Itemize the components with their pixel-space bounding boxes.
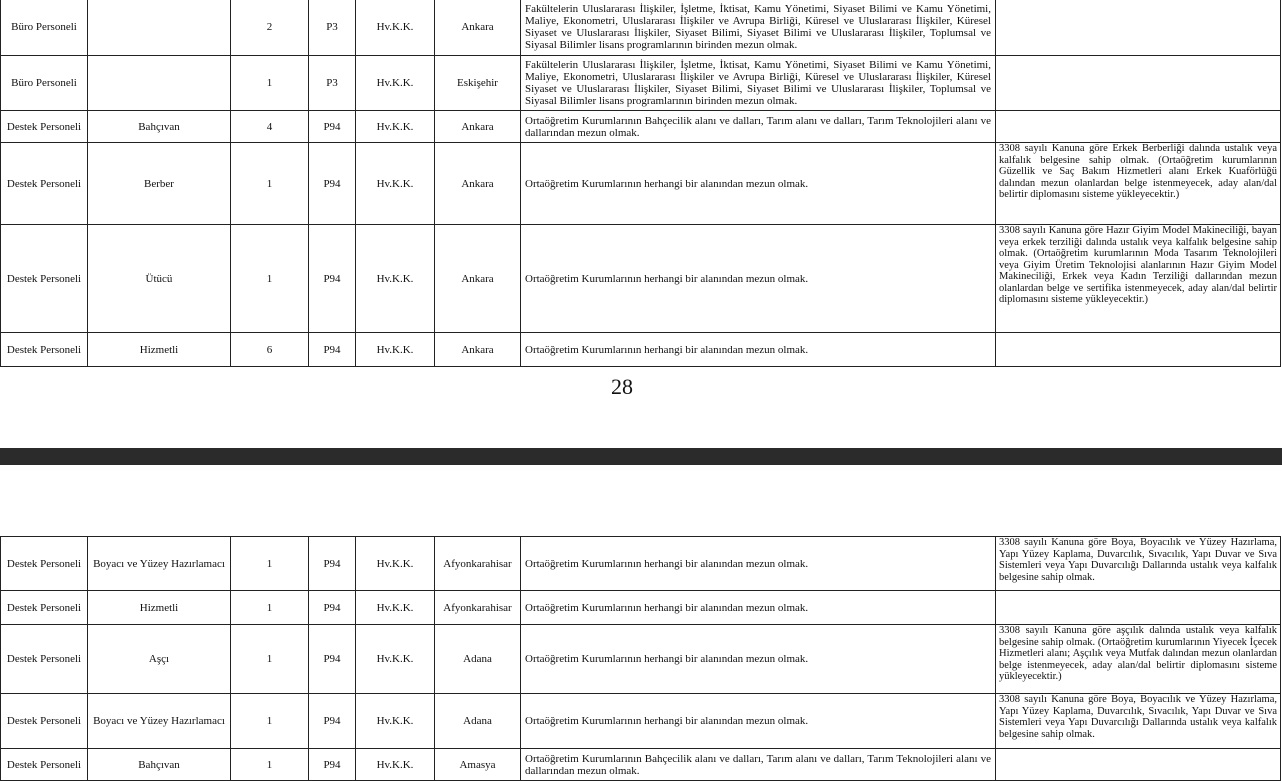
positions-table-page-28: [0, 0, 1281, 367]
cell-unvan: Destek Personeli: [1, 591, 88, 625]
cell-aranan-nitelik: Ortaöğretim Kurumlarının Bahçecilik alanı ve dalları, Tarım alanı ve dalları, Tarım Teknolojileri alanı ve dallarından mezun olmak.: [521, 749, 996, 781]
cell-sayi: 1: [231, 537, 309, 591]
cell-birim: Hv.K.K.: [356, 591, 435, 625]
cell-aciklama: [996, 333, 1281, 367]
table-row: [1, 0, 1281, 56]
cell-birim: Hv.K.K.: [356, 56, 435, 111]
cell-unvan: Destek Personeli: [1, 143, 88, 225]
cell-aranan-nitelik: Fakültelerin Uluslararası İlişkiler, İşletme, İktisat, Kamu Yönetimi, Siyaset Bilimi ve Kamu Yönetimi, Maliye, Ekonometri, Uluslararası İlişkiler ve Avrupa Birliği, Küresel ve Uluslararası İlişkiler, Küresel Siyaset ve Uluslararası İlişkiler, Siyaset Bilimi, Siyaset Bilimi ve Uluslararası İlişkiler, Toplumsal ve Siyasal Bilimler lisans programlarının birinden mezun olmak.: [521, 56, 996, 111]
cell-birim: Hv.K.K.: [356, 333, 435, 367]
cell-il: Afyonkarahisar: [435, 537, 521, 591]
cell-nitelik: Aşçı: [88, 625, 231, 694]
table-row: [1, 625, 1281, 694]
cell-aranan-nitelik: Ortaöğretim Kurumlarının herhangi bir alanından mezun olmak.: [521, 537, 996, 591]
cell-unvan: Büro Personeli: [1, 56, 88, 111]
positions-table-page-29: [0, 536, 1281, 781]
cell-kod: P94: [309, 625, 356, 694]
table-row: [1, 143, 1281, 225]
cell-sayi: 1: [231, 56, 309, 111]
cell-kod: P94: [309, 537, 356, 591]
cell-kod: P3: [309, 0, 356, 56]
table-row: [1, 111, 1281, 143]
cell-il: Eskişehir: [435, 56, 521, 111]
cell-sayi: 1: [231, 591, 309, 625]
cell-aciklama: 3308 sayılı Kanuna göre Hazır Giyim Model Makineciliği, bayan veya erkek terziliği dalında ustalık veya kalfalık belgesine sahip olmak. (Ortaöğretim kurumlarının Moda Tasarım Teknolojileri veya Giyim Üretim Teknolojisi alanlarının Hazır Giyim Model Makineciliği, Erkek veya Kadın Terziliği dallarından mezun olanlardan belge ve sertifika istenmeyecek, aday alan/dal belirtir diplomasını sisteme yükleyecektir.): [996, 225, 1281, 333]
cell-sayi: 1: [231, 694, 309, 749]
table-row: [1, 537, 1281, 591]
cell-aciklama: [996, 111, 1281, 143]
cell-nitelik: Bahçıvan: [88, 749, 231, 781]
cell-kod: P94: [309, 333, 356, 367]
cell-sayi: 4: [231, 111, 309, 143]
cell-sayi: 6: [231, 333, 309, 367]
cell-il: Amasya: [435, 749, 521, 781]
cell-sayi: 1: [231, 143, 309, 225]
cell-aciklama: 3308 sayılı Kanuna göre Boya, Boyacılık ve Yüzey Hazırlama, Yapı Yüzey Kaplama, Duvarcılık, Sıvacılık, Yapı Duvar ve Sıva Sistemleri veya Yapı Duvarcılığı Dallarında ustalık veya kalfalık belgesine sahip olmak.: [996, 537, 1281, 591]
page-number: 28: [611, 374, 633, 399]
cell-kod: P94: [309, 749, 356, 781]
cell-kod: P94: [309, 591, 356, 625]
cell-il: Ankara: [435, 111, 521, 143]
cell-kod: P94: [309, 225, 356, 333]
cell-aranan-nitelik: Ortaöğretim Kurumlarının herhangi bir alanından mezun olmak.: [521, 333, 996, 367]
table-row: [1, 694, 1281, 749]
cell-il: Ankara: [435, 333, 521, 367]
table-row: [1, 333, 1281, 367]
cell-kod: P3: [309, 56, 356, 111]
cell-unvan: Destek Personeli: [1, 749, 88, 781]
cell-kod: P94: [309, 111, 356, 143]
cell-il: Adana: [435, 694, 521, 749]
cell-birim: Hv.K.K.: [356, 625, 435, 694]
cell-aranan-nitelik: Ortaöğretim Kurumlarının herhangi bir alanından mezun olmak.: [521, 591, 996, 625]
cell-aciklama: [996, 591, 1281, 625]
cell-unvan: Destek Personeli: [1, 537, 88, 591]
cell-sayi: 1: [231, 625, 309, 694]
cell-aranan-nitelik: Ortaöğretim Kurumlarının Bahçecilik alanı ve dalları, Tarım alanı ve dalları, Tarım Teknolojileri alanı ve dallarından mezun olmak.: [521, 111, 996, 143]
cell-aranan-nitelik: Ortaöğretim Kurumlarının herhangi bir alanından mezun olmak.: [521, 694, 996, 749]
cell-il: Ankara: [435, 143, 521, 225]
cell-aciklama: 3308 sayılı Kanuna göre aşçılık dalında ustalık veya kalfalık belgesine sahip olmak. (Ortaöğretim kurumlarının Yiyecek İçecek Hizmetleri alanı; Aşçılık veya Mutfak dalından mezun olanlardan belge istenmeyecek, aday alan/dal belirtir diplomasını sisteme yükleyecektir.): [996, 625, 1281, 694]
cell-aranan-nitelik: Ortaöğretim Kurumlarının herhangi bir alanından mezun olmak.: [521, 225, 996, 333]
cell-nitelik: Hizmetli: [88, 333, 231, 367]
table-row: [1, 749, 1281, 781]
cell-aciklama: [996, 749, 1281, 781]
cell-il: Ankara: [435, 0, 521, 56]
cell-nitelik: Hizmetli: [88, 591, 231, 625]
cell-kod: P94: [309, 694, 356, 749]
cell-aranan-nitelik: Ortaöğretim Kurumlarının herhangi bir alanından mezun olmak.: [521, 143, 996, 225]
cell-il: Afyonkarahisar: [435, 591, 521, 625]
cell-unvan: Destek Personeli: [1, 625, 88, 694]
cell-aciklama: [996, 0, 1281, 56]
cell-aciklama: 3308 sayılı Kanuna göre Erkek Berberliği dalında ustalık veya kalfalık belgesine sahip olmak. (Ortaöğretim kurumlarının Güzellik ve Saç Bakım Hizmetleri alanı Erkek Kuaförlüğü dalından mezun olanlardan belge istenmeyecek, aday alan/dal belirtir diplomasını sisteme yükleyecektir.): [996, 143, 1281, 225]
cell-aranan-nitelik: Fakültelerin Uluslararası İlişkiler, İşletme, İktisat, Kamu Yönetimi, Siyaset Bilimi ve Kamu Yönetimi, Maliye, Ekonometri, Uluslararası İlişkiler ve Avrupa Birliği, Küresel ve Uluslararası İlişkiler, Küresel Siyaset ve Uluslararası İlişkiler, Siyaset Bilimi, Siyaset Bilimi ve Uluslararası İlişkiler, Toplumsal ve Siyasal Bilimler lisans programlarının birinden mezun olmak.: [521, 0, 996, 56]
cell-nitelik: Ütücü: [88, 225, 231, 333]
cell-nitelik: Boyacı ve Yüzey Hazırlamacı: [88, 537, 231, 591]
cell-unvan: Destek Personeli: [1, 111, 88, 143]
cell-nitelik: Boyacı ve Yüzey Hazırlamacı: [88, 694, 231, 749]
cell-sayi: 2: [231, 0, 309, 56]
cell-nitelik: Berber: [88, 143, 231, 225]
cell-birim: Hv.K.K.: [356, 111, 435, 143]
cell-sayi: 1: [231, 749, 309, 781]
cell-unvan: Destek Personeli: [1, 694, 88, 749]
table-row: [1, 225, 1281, 333]
cell-il: Ankara: [435, 225, 521, 333]
cell-il: Adana: [435, 625, 521, 694]
cell-birim: Hv.K.K.: [356, 537, 435, 591]
cell-unvan: Büro Personeli: [1, 0, 88, 56]
cell-aciklama: [996, 56, 1281, 111]
page-separator: [0, 448, 1282, 465]
cell-aciklama: 3308 sayılı Kanuna göre Boya, Boyacılık ve Yüzey Hazırlama, Yapı Yüzey Kaplama, Duvarcılık, Sıvacılık, Yapı Duvar ve Sıva Sistemleri veya Yapı Duvarcılığı Dallarında ustalık veya kalfalık belgesine sahip olmak.: [996, 694, 1281, 749]
table-row: [1, 591, 1281, 625]
table-row: [1, 56, 1281, 111]
cell-sayi: 1: [231, 225, 309, 333]
cell-birim: Hv.K.K.: [356, 143, 435, 225]
cell-nitelik: Bahçıvan: [88, 111, 231, 143]
cell-unvan: Destek Personeli: [1, 225, 88, 333]
cell-birim: Hv.K.K.: [356, 749, 435, 781]
cell-birim: Hv.K.K.: [356, 225, 435, 333]
cell-aranan-nitelik: Ortaöğretim Kurumlarının herhangi bir alanından mezun olmak.: [521, 625, 996, 694]
cell-kod: P94: [309, 143, 356, 225]
cell-nitelik: [88, 0, 231, 56]
cell-unvan: Destek Personeli: [1, 333, 88, 367]
cell-birim: Hv.K.K.: [356, 0, 435, 56]
cell-nitelik: [88, 56, 231, 111]
cell-birim: Hv.K.K.: [356, 694, 435, 749]
